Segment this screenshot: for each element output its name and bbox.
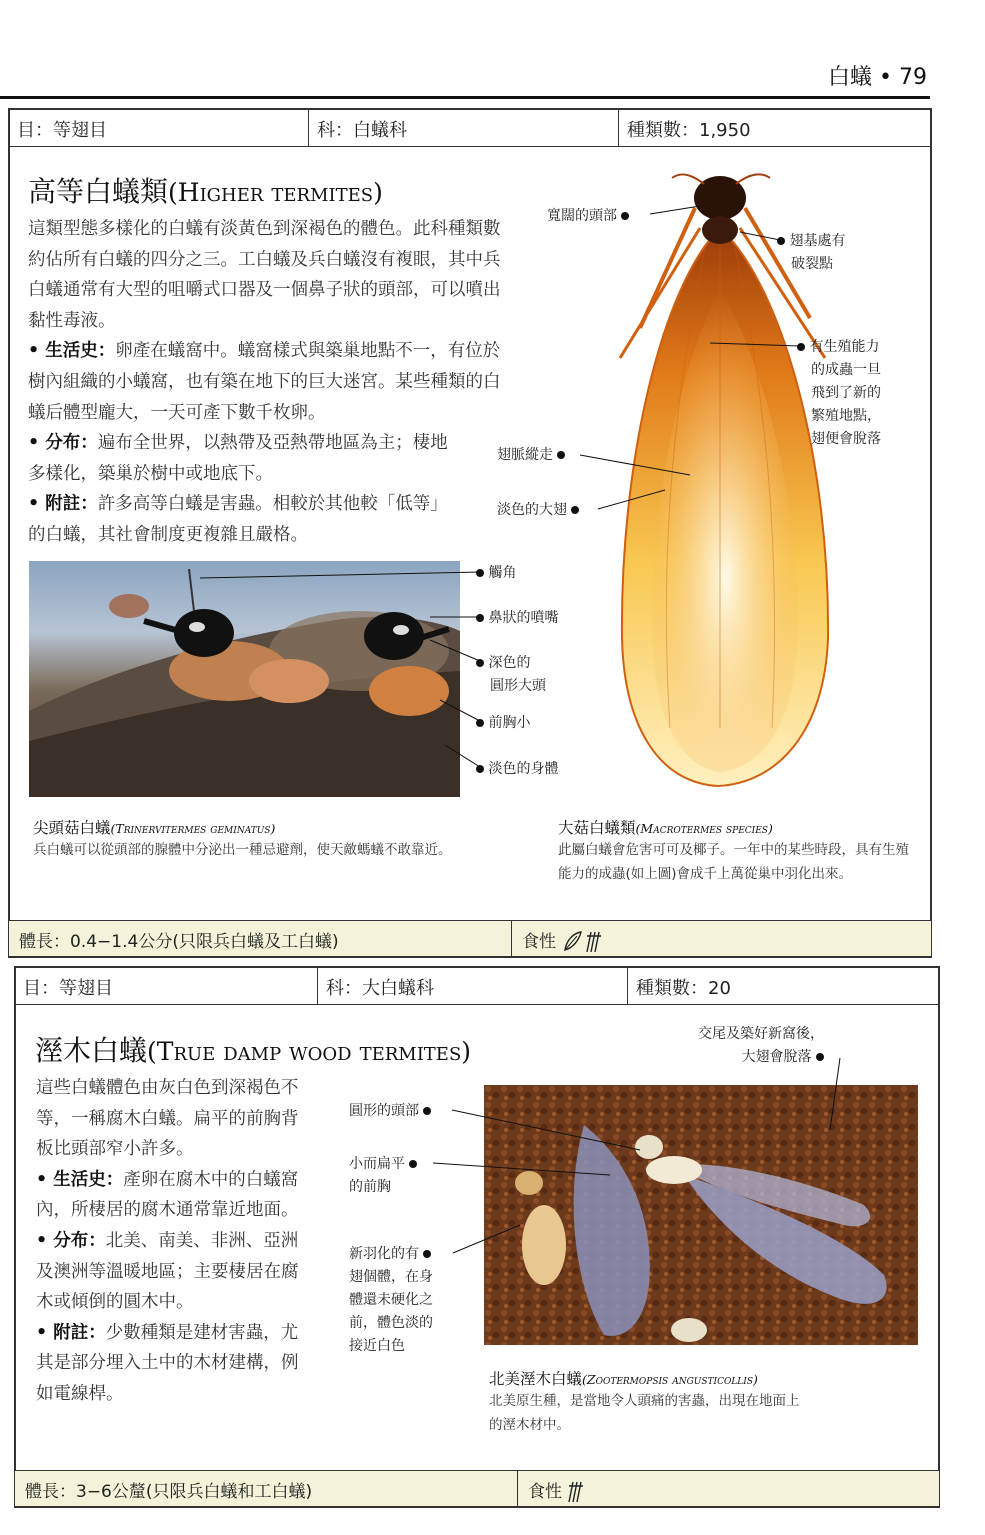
entry1-distribution-label: • 分布： xyxy=(28,433,98,454)
entry1-notes xyxy=(28,489,458,550)
label-fertile-line1: 有生殖能力 xyxy=(809,339,880,355)
label-dark-head-line1: 深色的 xyxy=(488,655,531,671)
entry2-notes-text: 少數種類是建材害蟲，尤其是部分埋入土中的木材建構，例如電線桿。 xyxy=(36,1322,299,1404)
entry1-footer xyxy=(9,920,931,956)
entry2-meta-row xyxy=(15,967,939,1005)
caption-macrotermes xyxy=(558,816,910,886)
label-short-veins xyxy=(497,444,565,467)
caption-right-title: 大菇白蟻類 xyxy=(558,819,636,837)
label-dealate xyxy=(698,1023,824,1069)
header-rule xyxy=(0,96,930,99)
label-pale-wings-text: 淡色的大翅 xyxy=(497,502,567,518)
label-pale-wings xyxy=(497,499,579,522)
label-flat-pronotum xyxy=(349,1153,417,1199)
soldier-photo-art xyxy=(29,561,460,797)
entry1-meta-row xyxy=(9,109,931,147)
entry1-order: 目：等翅目 xyxy=(9,109,309,146)
entry2-distribution xyxy=(36,1226,306,1318)
entry2-footer xyxy=(15,1470,939,1506)
leaf-wood-diet-icon xyxy=(561,930,605,954)
entry2-description-block xyxy=(36,1073,306,1410)
label-nasute xyxy=(476,607,558,630)
label-fertile-line4: 繁殖地點， xyxy=(811,408,881,424)
caption-trinervitermes xyxy=(33,816,463,862)
entry2-distribution-label: • 分布： xyxy=(36,1230,106,1251)
section-name: 白蟻 xyxy=(828,65,873,90)
entry1-title xyxy=(28,170,383,210)
caption-left-body: 兵白蟻可以從頭部的腺體中分泌出一種忌避劑，使天敵螞蟻不敢靠近。 xyxy=(33,842,452,858)
label-wing-base-line1: 翅基處有 xyxy=(789,233,846,249)
entry2-diet xyxy=(517,1471,939,1506)
label-nasute-text: 鼻狀的噴嘴 xyxy=(488,610,559,626)
label-fertile-line3: 飛到了新的 xyxy=(811,385,881,401)
entry2-diet-label: 食性 xyxy=(528,1482,562,1502)
label-new-line2: 翅個體，在身 xyxy=(349,1269,433,1285)
entry1-life-history xyxy=(28,336,516,428)
label-round-head-text: 圓形的頭部 xyxy=(349,1103,419,1119)
caption-right-sci: (Macrotermes species) xyxy=(635,821,773,836)
caption-zootermopsis xyxy=(489,1367,919,1437)
label-wing-base-line2: 破裂點 xyxy=(791,256,833,272)
entry2-notes-label: • 附註： xyxy=(36,1322,106,1343)
entry2-life-history-label: • 生活史： xyxy=(36,1169,124,1190)
entry1-distribution xyxy=(28,428,458,489)
entry1-notes-text: 許多高等白蟻是害蟲。相較於其他較「低等」的白蟻，其社會制度更複雜且嚴格。 xyxy=(28,494,448,545)
label-dealate-line2: 大翅會脫落 xyxy=(741,1049,812,1065)
label-broad-head-text: 寬闊的頭部 xyxy=(547,208,617,224)
entry1-body-length: 體長：0.4−1.4公分(只限兵白蟻及工白蟻) xyxy=(19,932,339,952)
label-antenna xyxy=(476,562,516,585)
entry1-distribution-text: 遍布全世界，以熱帶及亞熱帶地區為主；棲地多樣化，築巢於樹中或地底下。 xyxy=(28,433,448,484)
label-flat-pronotum-line1: 小而扁平 xyxy=(349,1156,405,1172)
entry1-description-block xyxy=(28,214,516,551)
entry2-description: 這些白蟻體色由灰白色到深褐色不等，一稱腐木白蟻。扁平的前胸背板比頭部窄小許多。 xyxy=(36,1078,299,1160)
entry1-notes-label: • 附註： xyxy=(28,494,98,515)
entry2-body-length: 體長：3−6公釐(只限兵白蟻和工白蟻) xyxy=(25,1482,313,1502)
label-small-pronotum-text: 前胸小 xyxy=(488,715,531,731)
soldier-termite-photo xyxy=(29,561,460,797)
entry2-title-en: (True damp wood termites) xyxy=(147,1037,472,1066)
caption-left-title: 尖頭菇白蟻 xyxy=(33,819,111,837)
entry2-title-zh: 溼木白蟻 xyxy=(35,1034,148,1067)
entry1-life-history-text: 卵產在蟻窩中。蟻窩樣式與築巢地點不一，有位於樹內組織的小蟻窩，也有築在地下的巨大迷宮。某些種類的白蟻后體型龐大，一天可產下數千枚卵。 xyxy=(28,341,501,423)
wood-diet-icon xyxy=(567,1480,589,1504)
label-fertile-line2: 的成蟲一旦 xyxy=(811,362,881,378)
entry1-species-count: 種類數：1,950 xyxy=(627,120,751,141)
entry1-diet-label: 食性 xyxy=(522,932,556,952)
entry2-life-history xyxy=(36,1165,306,1226)
label-dealate-line1: 交尾及築好新窩後， xyxy=(698,1026,824,1042)
label-wing-base xyxy=(777,230,845,276)
label-short-veins-text: 翅脈縱走 xyxy=(497,447,553,463)
label-new-line3: 體還未硬化之 xyxy=(349,1292,433,1308)
caption-left-sci: (Trinervitermes geminatus) xyxy=(110,821,276,836)
label-dark-head-line2: 圓形大頭 xyxy=(490,678,546,694)
entry2-order: 目：等翅目 xyxy=(15,967,318,1004)
damp-wood-termite-photo xyxy=(484,1085,918,1345)
label-broad-head xyxy=(547,205,629,228)
label-fertile-adult xyxy=(797,336,881,451)
entry2-notes xyxy=(36,1318,306,1410)
entry2-family: 科：大白蟻科 xyxy=(318,967,628,1004)
label-new-line1: 新羽化的有 xyxy=(349,1246,419,1262)
entry1-life-history-label: • 生活史： xyxy=(28,341,116,362)
entry1-title-zh: 高等白蟻類 xyxy=(28,175,169,208)
entry2-life-history-text: 產卵在腐木中的白蟻窩內，所棲居的腐木通常靠近地面。 xyxy=(36,1169,299,1221)
label-flat-pronotum-line2: 的前胸 xyxy=(349,1179,391,1195)
label-antenna-text: 觸角 xyxy=(488,565,517,581)
entry1-family: 科：白蟻科 xyxy=(309,109,619,146)
bullet: • xyxy=(879,65,892,90)
entry1-description: 這類型態多樣化的白蟻有淡黃色到深褐色的體色。此科種類數約佔所有白蟻的四分之三。工白蟻及兵白蟻沒有複眼，其中兵白蟻通常有大型的咀嚼式口器及一個鼻子狀的頭部，可以噴出黏性毒液。 xyxy=(28,219,501,331)
label-dark-head xyxy=(476,652,546,698)
label-new-line4: 前，體色淡的 xyxy=(349,1315,433,1331)
label-new-line5: 接近白色 xyxy=(349,1338,405,1354)
entry2-title xyxy=(35,1029,471,1069)
caption-z-body-line2: 的溼木材中。 xyxy=(489,1417,570,1433)
label-round-head xyxy=(349,1100,431,1123)
entry1-diet xyxy=(511,921,931,956)
caption-z-sci: (Zootermopsis angusticollis) xyxy=(582,1372,758,1387)
label-small-pronotum xyxy=(476,712,530,735)
running-head xyxy=(828,60,927,91)
label-pale-body-text: 淡色的身體 xyxy=(488,761,559,777)
page-number: 79 xyxy=(899,65,927,90)
caption-right-body: 此屬白蟻會危害可可及椰子。一年中的某些時段，具有生殖能力的成蟲(如上圖)會成千上萬從巢中羽化出來。 xyxy=(558,842,909,882)
label-pale-body xyxy=(476,758,558,781)
label-newly-emerged xyxy=(349,1243,433,1358)
entry1-title-en: (Higher termites) xyxy=(168,178,383,207)
label-fertile-line5: 翅便會脫落 xyxy=(811,431,881,447)
caption-z-body-line1: 北美原生種，是當地令人頭痛的害蟲，出現在地面上 xyxy=(489,1393,800,1409)
entry2-species-count: 種類數：20 xyxy=(636,978,731,999)
caption-z-title: 北美溼木白蟻 xyxy=(489,1370,583,1388)
damp-wood-photo-art xyxy=(484,1085,918,1345)
entry2-distribution-text: 北美、南美、非洲、亞洲及澳洲等溫暖地區；主要棲居在腐木或傾倒的圓木中。 xyxy=(36,1230,299,1313)
